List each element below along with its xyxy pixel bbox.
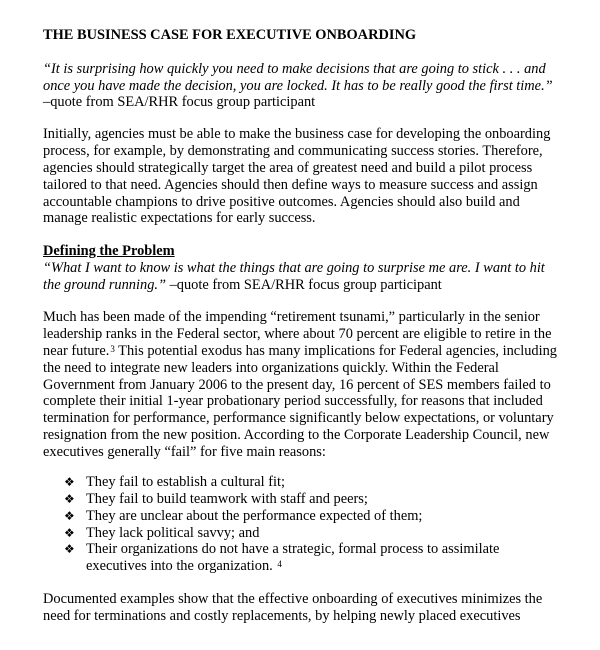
- para3-line: Documented examples show that the effective onboarding of executives minimizes the: [43, 591, 543, 607]
- bullet-diamond-icon: ❖: [64, 526, 75, 540]
- quote2-attribution: –quote from SEA/RHR focus group participant: [166, 277, 442, 293]
- quote2-line2: [43, 277, 442, 294]
- para1-line: tailored to that need. Agencies should then define ways to measure success and assign: [43, 177, 538, 193]
- quote1-line2: once you have made the decision, you are locked. It has to be really good the first time.”: [43, 78, 553, 94]
- para1-line: agencies should strategically target the area of greatest need and build a pilot process: [43, 160, 533, 176]
- list-item: They lack political savvy; and: [86, 525, 260, 541]
- para3-line: need for terminations and costly replacements, by helping newly placed executives: [43, 608, 521, 624]
- para1-line: accountable champions to drive positive outcomes. Agencies should also build and: [43, 194, 520, 210]
- para1-line: manage realistic expectations for early success.: [43, 210, 316, 226]
- para2-line: the need to integrate new leaders into organizations quickly. Within the Federal: [43, 360, 499, 376]
- para2-line: termination for performance, performance significantly below expectations, or voluntary: [43, 410, 554, 426]
- quote2-line1: “What I want to know is what the things that are going to surprise me are. I want to hit: [43, 260, 545, 276]
- quote1-line1: “It is surprising how quickly you need to make decisions that are going to stick . . . and: [43, 61, 546, 77]
- bullet-diamond-icon: ❖: [64, 542, 75, 556]
- list-item: They fail to establish a cultural fit;: [86, 474, 286, 490]
- para1-line: Initially, agencies must be able to make the business case for developing the onboarding: [43, 126, 551, 142]
- document-title: THE BUSINESS CASE FOR EXECUTIVE ONBOARDING: [43, 27, 417, 43]
- para2-line: complete their initial 1-year probationary period successfully, for reasons that included: [43, 393, 543, 409]
- para2-line: Government from January 2006 to the present day, 16 percent of SES members failed to: [43, 377, 551, 393]
- bullet-diamond-icon: ❖: [64, 509, 75, 523]
- footnote-marker-3: 3: [110, 344, 115, 354]
- para2-line: Much has been made of the impending “retirement tsunami,” particularly in the senior: [43, 309, 540, 325]
- quote1-attribution: –quote from SEA/RHR focus group participant: [43, 94, 316, 110]
- list-item: They are unclear about the performance expected of them;: [86, 508, 423, 524]
- para2-line: resignation from the new position. According to the Corporate Leadership Council, new: [43, 427, 550, 443]
- para2-line: [43, 343, 557, 360]
- list-item: They fail to build teamwork with staff and peers;: [86, 491, 368, 507]
- para1-line: process, for example, by demonstrating and communicating success stories. Therefore,: [43, 143, 543, 159]
- bullet-diamond-icon: ❖: [64, 492, 75, 506]
- quote2-line2-italic: the ground running.”: [43, 277, 166, 293]
- list-item-continuation-text: executives into the organization.: [86, 558, 273, 574]
- list-item: Their organizations do not have a strategic, formal process to assimilate: [86, 541, 500, 557]
- section-heading: Defining the Problem: [43, 243, 175, 259]
- bullet-diamond-icon: ❖: [64, 475, 75, 489]
- para2-line: executives generally “fail” for five main reasons:: [43, 444, 326, 460]
- list-item-continuation: [86, 558, 282, 575]
- para2-line3-b: This potential exodus has many implications for Federal agencies, including: [114, 343, 557, 359]
- para2-line: leadership ranks in the Federal sector, where about 70 percent are eligible to retire in the: [43, 326, 552, 342]
- footnote-marker-4: 4: [277, 559, 282, 569]
- para2-line3-a: near future.: [43, 343, 110, 359]
